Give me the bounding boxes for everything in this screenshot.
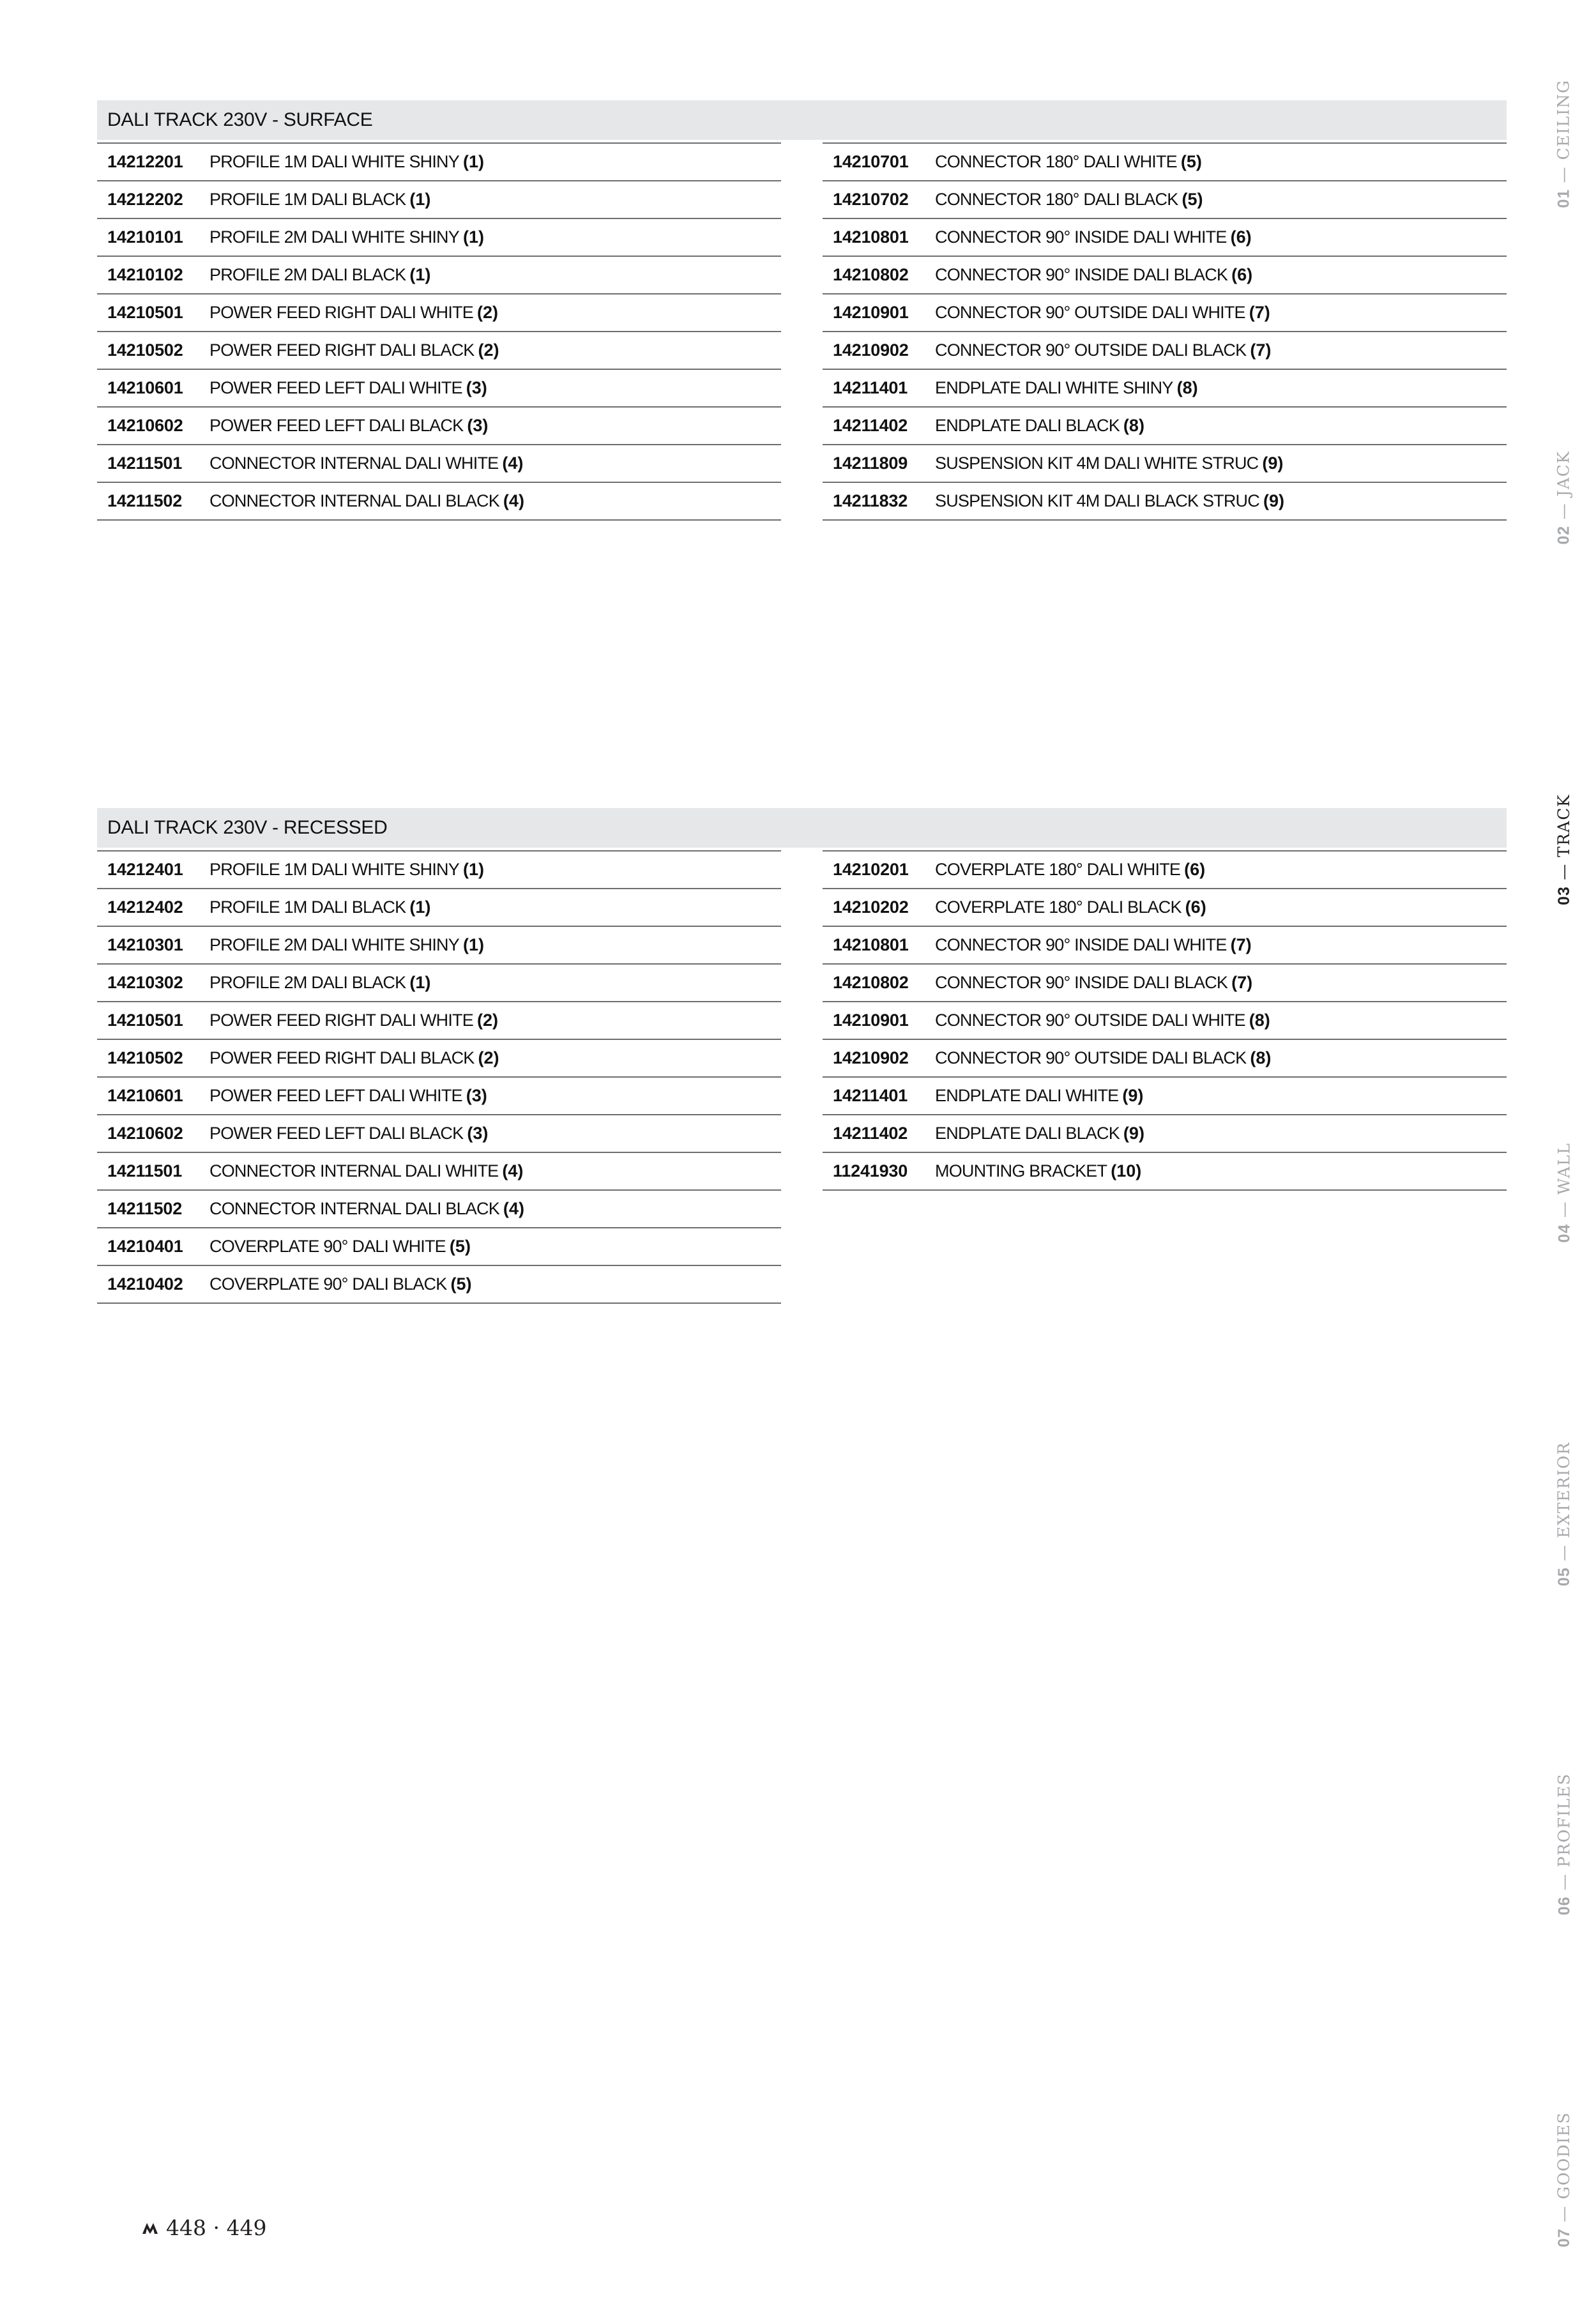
part-code: 14211402 — [833, 416, 908, 435]
part-description: ENDPLATE DALI BLACK — [935, 1124, 1120, 1143]
part-code: 14211401 — [833, 1086, 908, 1105]
part-description: PROFILE 2M DALI WHITE SHINY — [209, 935, 459, 954]
part-callout: ( 5 ) — [450, 1274, 471, 1294]
part-description: POWER FEED RIGHT DALI BLACK — [209, 340, 475, 360]
part-code: 14210602 — [107, 416, 183, 435]
part-code: 14212202 — [107, 190, 183, 209]
table-row — [97, 889, 781, 927]
part-code: 14212201 — [107, 152, 183, 171]
part-callout: ( 9 ) — [1263, 491, 1284, 511]
table-row — [823, 1078, 1507, 1115]
part-callout: ( 7 ) — [1231, 935, 1252, 955]
part-callout: ( 3 ) — [466, 1086, 487, 1106]
side-nav-ceiling[interactable] — [1554, 61, 1574, 227]
nav-label: EXTERIOR — [1554, 1441, 1573, 1538]
nav-separator: — — [1554, 496, 1574, 526]
table-row — [823, 294, 1507, 332]
part-code: 14210801 — [833, 935, 909, 954]
parts-list-left — [97, 850, 781, 1304]
table-row — [823, 927, 1507, 965]
part-code: 14211832 — [833, 491, 908, 510]
table-row — [97, 483, 781, 521]
part-callout: ( 4 ) — [502, 454, 523, 473]
parts-list-right — [823, 850, 1507, 1304]
part-description: ENDPLATE DALI BLACK — [935, 416, 1120, 435]
section-title: DALI TRACK 230V - SURFACE — [97, 100, 1507, 140]
part-description: POWER FEED RIGHT DALI WHITE — [209, 303, 473, 322]
part-description: MOUNTING BRACKET — [935, 1161, 1107, 1180]
parts-list-right — [823, 142, 1507, 521]
part-callout: ( 4 ) — [503, 491, 524, 511]
part-description: PROFILE 2M DALI BLACK — [209, 973, 406, 992]
table-row — [97, 1040, 781, 1078]
part-description: CONNECTOR 180° DALI BLACK — [935, 190, 1178, 209]
table-row — [97, 144, 781, 181]
page-numbers: 448 · 449 — [166, 2215, 267, 2240]
part-callout: ( 9 ) — [1122, 1086, 1143, 1106]
part-callout: ( 2 ) — [477, 1011, 498, 1030]
part-code: 14211502 — [107, 491, 183, 510]
table-row — [97, 445, 781, 483]
part-code: 14210902 — [833, 1048, 909, 1067]
nav-number: 02 — [1555, 525, 1574, 545]
part-description: CONNECTOR 90° OUTSIDE DALI BLACK — [935, 340, 1247, 360]
table-row — [823, 1115, 1507, 1153]
part-description: CONNECTOR 180° DALI WHITE — [935, 152, 1177, 171]
side-nav-exterior[interactable] — [1554, 1431, 1574, 1597]
part-description: COVERPLATE 180° DALI WHITE — [935, 860, 1181, 879]
brand-logo-icon — [142, 2222, 158, 2234]
table-row — [97, 257, 781, 294]
part-callout: ( 4 ) — [503, 1199, 524, 1219]
part-callout: ( 2 ) — [478, 340, 499, 360]
part-callout: ( 9 ) — [1262, 454, 1283, 473]
table-row — [823, 965, 1507, 1002]
table-row — [823, 445, 1507, 483]
part-callout: ( 10 ) — [1111, 1161, 1141, 1181]
part-code: 14210901 — [833, 303, 909, 322]
nav-label: PROFILES — [1554, 1773, 1573, 1868]
part-callout: ( 1 ) — [463, 152, 484, 172]
nav-number: 05 — [1555, 1567, 1573, 1587]
nav-number: 03 — [1555, 886, 1574, 906]
side-nav-jack[interactable] — [1554, 415, 1574, 581]
part-code: 14210702 — [833, 190, 909, 209]
side-nav-goodies[interactable] — [1554, 2097, 1574, 2263]
parts-list-left — [97, 142, 781, 521]
part-code: 14210801 — [833, 227, 909, 247]
section-title: DALI TRACK 230V - RECESSED — [97, 808, 1507, 848]
part-callout: ( 5 ) — [1181, 152, 1202, 172]
table-row — [97, 1228, 781, 1266]
part-code: 14210501 — [107, 1011, 183, 1030]
part-callout: ( 1 ) — [409, 190, 430, 210]
part-code: 14210101 — [107, 227, 183, 247]
part-code: 14211402 — [833, 1124, 908, 1143]
part-callout: ( 1 ) — [409, 897, 430, 917]
part-description: PROFILE 2M DALI BLACK — [209, 265, 406, 284]
part-callout: ( 1 ) — [409, 973, 430, 993]
table-row — [97, 1266, 781, 1304]
table-row — [823, 408, 1507, 445]
part-description: POWER FEED LEFT DALI BLACK — [209, 416, 464, 435]
part-description: CONNECTOR 90° OUTSIDE DALI BLACK — [935, 1048, 1247, 1067]
part-description: CONNECTOR INTERNAL DALI BLACK — [209, 491, 499, 510]
table-row — [823, 219, 1507, 257]
part-callout: ( 5 ) — [450, 1237, 471, 1256]
part-description: CONNECTOR INTERNAL DALI BLACK — [209, 1199, 499, 1218]
nav-label: GOODIES — [1554, 2112, 1574, 2199]
nav-label: WALL — [1554, 1142, 1573, 1195]
part-callout: ( 8 ) — [1249, 1011, 1270, 1030]
part-code: 14210802 — [833, 973, 909, 992]
nav-label: TRACK — [1554, 793, 1574, 857]
section-surface — [97, 100, 1507, 521]
part-description: COVERPLATE 90° DALI BLACK — [209, 1274, 447, 1294]
part-code: 14210302 — [107, 973, 183, 992]
nav-number: 06 — [1555, 1896, 1573, 1916]
part-callout: ( 5 ) — [1182, 190, 1203, 210]
part-description: POWER FEED RIGHT DALI BLACK — [209, 1048, 475, 1067]
table-row — [97, 965, 781, 1002]
table-row — [97, 1078, 781, 1115]
part-code: 14210102 — [107, 265, 183, 284]
part-callout: ( 1 ) — [463, 227, 484, 247]
nav-separator: — — [1554, 1538, 1573, 1568]
table-row — [97, 294, 781, 332]
table-row — [823, 889, 1507, 927]
part-callout: ( 1 ) — [463, 860, 484, 880]
part-code: 14211809 — [833, 454, 908, 473]
part-code: 14210701 — [833, 152, 909, 171]
part-code: 14210601 — [107, 378, 183, 397]
table-row — [97, 332, 781, 370]
part-code: 14210802 — [833, 265, 909, 284]
part-callout: ( 3 ) — [467, 1124, 488, 1143]
table-row — [823, 181, 1507, 219]
table-row — [97, 927, 781, 965]
part-callout: ( 7 ) — [1249, 303, 1270, 323]
part-description: ENDPLATE DALI WHITE SHINY — [935, 378, 1173, 397]
part-description: COVERPLATE 90° DALI WHITE — [209, 1237, 446, 1256]
part-code: 14211501 — [107, 454, 183, 473]
nav-number: 07 — [1555, 2228, 1574, 2247]
part-callout: ( 1 ) — [409, 265, 430, 285]
part-code: 14210301 — [107, 935, 183, 954]
table-row — [97, 1002, 781, 1040]
part-code: 11241930 — [833, 1161, 908, 1180]
nav-separator: — — [1554, 2199, 1574, 2229]
part-code: 14210502 — [107, 1048, 183, 1067]
part-code: 14210202 — [833, 897, 909, 917]
table-row — [97, 1153, 781, 1191]
table-row — [823, 852, 1507, 889]
part-description: CONNECTOR 90° INSIDE DALI BLACK — [935, 265, 1228, 284]
part-callout: ( 7 ) — [1250, 340, 1271, 360]
nav-separator: — — [1554, 1195, 1573, 1224]
nav-number: 01 — [1555, 188, 1574, 208]
part-callout: ( 2 ) — [478, 1048, 499, 1068]
part-code: 14210902 — [833, 340, 909, 360]
part-callout: ( 3 ) — [466, 378, 487, 398]
part-code: 14212402 — [107, 897, 183, 917]
part-code: 14210901 — [833, 1011, 909, 1030]
part-callout: ( 6 ) — [1231, 265, 1252, 285]
nav-separator: — — [1554, 160, 1574, 189]
table-row — [823, 257, 1507, 294]
part-code: 14210401 — [107, 1237, 183, 1256]
table-row — [97, 181, 781, 219]
part-description: PROFILE 1M DALI WHITE SHINY — [209, 152, 459, 171]
table-row — [97, 408, 781, 445]
nav-label: JACK — [1554, 450, 1574, 497]
table-row — [823, 144, 1507, 181]
part-code: 14212401 — [107, 860, 183, 879]
part-description: PROFILE 1M DALI BLACK — [209, 897, 406, 917]
part-description: CONNECTOR 90° OUTSIDE DALI WHITE — [935, 303, 1245, 322]
part-callout: ( 6 ) — [1184, 860, 1205, 880]
nav-label: CEILING — [1554, 79, 1574, 160]
table-row — [97, 219, 781, 257]
part-code: 14211401 — [833, 378, 908, 397]
table-row — [823, 1002, 1507, 1040]
part-callout: ( 1 ) — [463, 935, 484, 955]
part-description: COVERPLATE 180° DALI BLACK — [935, 897, 1182, 917]
part-description: ENDPLATE DALI WHITE — [935, 1086, 1119, 1105]
part-description: SUSPENSION KIT 4M DALI WHITE STRUC — [935, 454, 1259, 473]
part-description: CONNECTOR 90° INSIDE DALI WHITE — [935, 227, 1227, 247]
section-recessed — [97, 808, 1507, 1304]
part-callout: ( 2 ) — [477, 303, 498, 323]
part-description: CONNECTOR 90° INSIDE DALI WHITE — [935, 935, 1227, 954]
part-description: CONNECTOR INTERNAL DALI WHITE — [209, 454, 499, 473]
table-row — [823, 332, 1507, 370]
part-description: SUSPENSION KIT 4M DALI BLACK STRUC — [935, 491, 1259, 510]
part-code: 14211502 — [107, 1199, 183, 1218]
part-code: 14211501 — [107, 1161, 183, 1180]
table-row — [823, 483, 1507, 521]
side-nav-profiles[interactable] — [1554, 1761, 1574, 1927]
table-row — [97, 1191, 781, 1228]
table-row — [97, 370, 781, 408]
part-description: CONNECTOR 90° OUTSIDE DALI WHITE — [935, 1011, 1245, 1030]
part-callout: ( 6 ) — [1185, 897, 1206, 917]
table-row — [823, 1153, 1507, 1191]
part-callout: ( 8 ) — [1250, 1048, 1271, 1068]
nav-separator: — — [1554, 1867, 1573, 1897]
part-description: PROFILE 1M DALI BLACK — [209, 190, 406, 209]
part-code: 14210602 — [107, 1124, 183, 1143]
side-nav-track[interactable] — [1554, 767, 1574, 933]
page-footer — [142, 2215, 266, 2240]
part-code: 14210201 — [833, 860, 909, 879]
side-nav-wall[interactable] — [1554, 1110, 1574, 1276]
table-row — [97, 1115, 781, 1153]
table-row — [823, 370, 1507, 408]
part-code: 14210502 — [107, 340, 183, 360]
part-description: PROFILE 1M DALI WHITE SHINY — [209, 860, 459, 879]
part-code: 14210601 — [107, 1086, 183, 1105]
part-code: 14210501 — [107, 303, 183, 322]
part-description: POWER FEED LEFT DALI WHITE — [209, 378, 462, 397]
part-description: CONNECTOR INTERNAL DALI WHITE — [209, 1161, 499, 1180]
part-description: POWER FEED LEFT DALI BLACK — [209, 1124, 464, 1143]
nav-number: 04 — [1555, 1223, 1573, 1243]
part-callout: ( 3 ) — [467, 416, 488, 436]
part-description: PROFILE 2M DALI WHITE SHINY — [209, 227, 459, 247]
part-description: POWER FEED LEFT DALI WHITE — [209, 1086, 462, 1105]
table-row — [97, 852, 781, 889]
part-description: CONNECTOR 90° INSIDE DALI BLACK — [935, 973, 1228, 992]
nav-separator: — — [1554, 857, 1574, 887]
part-code: 14210402 — [107, 1274, 183, 1294]
part-callout: ( 9 ) — [1123, 1124, 1144, 1143]
part-callout: ( 6 ) — [1231, 227, 1252, 247]
part-callout: ( 8 ) — [1177, 378, 1198, 398]
part-callout: ( 4 ) — [502, 1161, 523, 1181]
part-callout: ( 7 ) — [1231, 973, 1252, 993]
part-description: POWER FEED RIGHT DALI WHITE — [209, 1011, 473, 1030]
table-row — [823, 1040, 1507, 1078]
part-callout: ( 8 ) — [1123, 416, 1144, 436]
